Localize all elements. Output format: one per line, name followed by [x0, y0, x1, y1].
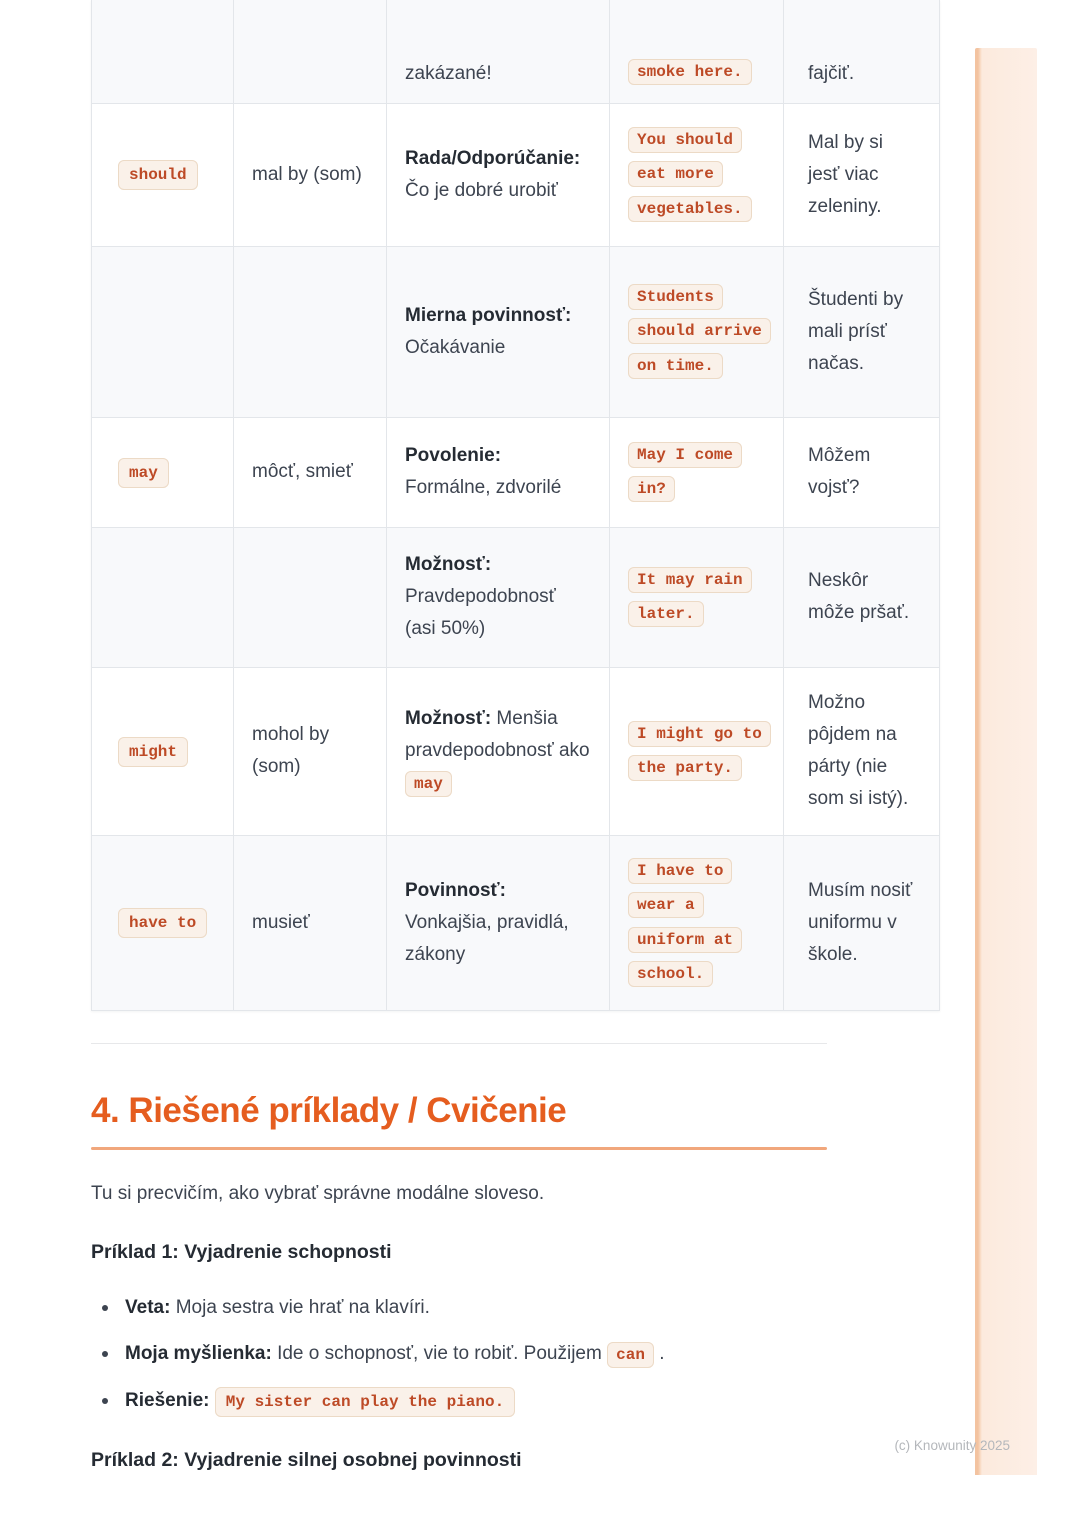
modal-verb-badge: have to: [118, 908, 207, 938]
table-row: [92, 103, 940, 246]
meaning-text: mal by (som): [252, 163, 362, 185]
thought-bullet: [125, 1338, 1080, 1371]
example-cell: [610, 835, 784, 1010]
usage-cell: [387, 835, 610, 1010]
example-code-badge: You should eat more vegetables.: [628, 127, 752, 222]
intro-paragraph: Tu si precvičím, ako vybrať správne modálne sloveso.: [91, 1182, 545, 1204]
usage-cell: [387, 0, 610, 103]
bullet-text-after: .: [659, 1342, 665, 1364]
example-code-badge: smoke here.: [628, 59, 752, 85]
heading-underline: [91, 1147, 827, 1150]
modal-cell: [92, 527, 234, 667]
bullet-label: Moja myšlienka:: [125, 1342, 272, 1364]
meaning-cell: [234, 0, 387, 103]
translation-cell: [784, 246, 940, 417]
solution-code-badge: My sister can play the piano.: [215, 1387, 515, 1417]
table-row: [92, 835, 940, 1010]
meaning-cell: [234, 246, 387, 417]
usage-text: Menšia pravdepodobnosť ako: [405, 707, 590, 761]
example-code-badge: Students should arrive on time.: [628, 284, 771, 379]
usage-cell: [387, 527, 610, 667]
table-row: [92, 527, 940, 667]
meaning-text: môcť, smieť: [252, 461, 353, 482]
usage-label: Možnosť:: [405, 707, 492, 729]
modal-cell: [92, 667, 234, 835]
modal-verb-badge: might: [118, 737, 188, 767]
copyright-watermark: (c) Knowunity 2025: [894, 1438, 1010, 1453]
usage-cell: [387, 246, 610, 417]
modal-cell: [92, 417, 234, 527]
meaning-cell: [234, 103, 387, 246]
translation-text: Možno pôjdem na párty (nie som si istý).: [808, 692, 909, 809]
example-cell: [610, 667, 784, 835]
bullet-label: Veta:: [125, 1296, 171, 1318]
translation-text: Môžem vojsť?: [808, 445, 871, 498]
modal-cell: [92, 103, 234, 246]
translation-text: Študenti by mali prísť načas.: [808, 288, 904, 374]
example-cell: [610, 0, 784, 103]
example-cell: [610, 246, 784, 417]
example-code-badge: I have to wear a uniform at school.: [628, 858, 742, 987]
meaning-text: musieť: [252, 911, 310, 933]
modal-cell: [92, 0, 234, 103]
example1-title: Príklad 1: Vyjadrenie schopnosti: [91, 1240, 392, 1263]
inline-code-badge: may: [405, 771, 452, 797]
meaning-text: mohol by (som): [252, 724, 330, 777]
meaning-cell: [234, 667, 387, 835]
translation-cell: [784, 103, 940, 246]
bullet-list: [91, 1292, 1080, 1418]
table-row: [92, 667, 940, 835]
modal-cell: [92, 835, 234, 1010]
meaning-cell: [234, 527, 387, 667]
modal-cell: [92, 246, 234, 417]
translation-cell: [784, 0, 940, 103]
translation-cell: [784, 835, 940, 1010]
modal-verbs-table: [91, 0, 940, 1011]
usage-label: Povinnosť:: [405, 879, 506, 901]
section-heading: 4. Riešené príklady / Cvičenie: [91, 1090, 567, 1130]
table-row: [92, 246, 940, 417]
modal-verb-badge: may: [118, 458, 169, 488]
translation-cell: [784, 527, 940, 667]
example-cell: [610, 527, 784, 667]
example-code-badge: May I come in?: [628, 442, 742, 502]
usage-text: Pravdepodobnosť (asi 50%): [405, 586, 556, 639]
usage-label: Mierna povinnosť:: [405, 304, 572, 326]
table-row: [92, 0, 940, 103]
meaning-cell: [234, 417, 387, 527]
translation-cell: [784, 667, 940, 835]
translation-text: fajčiť.: [808, 62, 855, 84]
usage-text: Vonkajšia, pravidlá, zákony: [405, 911, 569, 965]
example-cell: [610, 103, 784, 246]
modal-verb-badge: should: [118, 160, 198, 190]
usage-label: Rada/Odporúčanie:: [405, 147, 581, 169]
usage-text: Čo je dobré urobiť: [405, 179, 558, 201]
usage-text: Formálne, zdvorilé: [405, 477, 562, 498]
usage-cell: [387, 417, 610, 527]
bullet-text: Moja sestra vie hrať na klavíri.: [175, 1296, 430, 1318]
meaning-cell: [234, 835, 387, 1010]
sentence-bullet: [125, 1292, 1080, 1324]
bullet-label: Riešenie:: [125, 1389, 210, 1411]
solution-bullet: [125, 1385, 1080, 1418]
usage-cell: [387, 103, 610, 246]
example2-title: Príklad 2: Vyjadrenie silnej osobnej povinnosti: [91, 1448, 522, 1471]
translation-text: Mal by si jesť viac zeleniny.: [808, 131, 883, 217]
usage-text: Očakávanie: [405, 336, 506, 358]
usage-cell: [387, 667, 610, 835]
table-row: [92, 417, 940, 527]
usage-label: Možnosť:: [405, 554, 492, 575]
section-divider: [91, 1043, 827, 1044]
usage-text: zakázané!: [405, 62, 492, 84]
translation-text: Musím nosiť uniformu v škole.: [808, 879, 913, 965]
example-code-badge: It may rain later.: [628, 567, 752, 627]
translation-cell: [784, 417, 940, 527]
page-edge-stripe: [975, 48, 1037, 1475]
example-cell: [610, 417, 784, 527]
bullet-text: Ide o schopnosť, vie to robiť. Použijem: [277, 1342, 602, 1364]
translation-text: Neskôr môže pršať.: [808, 570, 910, 623]
can-code-badge: can: [607, 1342, 654, 1368]
example-code-badge: I might go to the party.: [628, 721, 771, 781]
usage-label: Povolenie:: [405, 445, 502, 466]
